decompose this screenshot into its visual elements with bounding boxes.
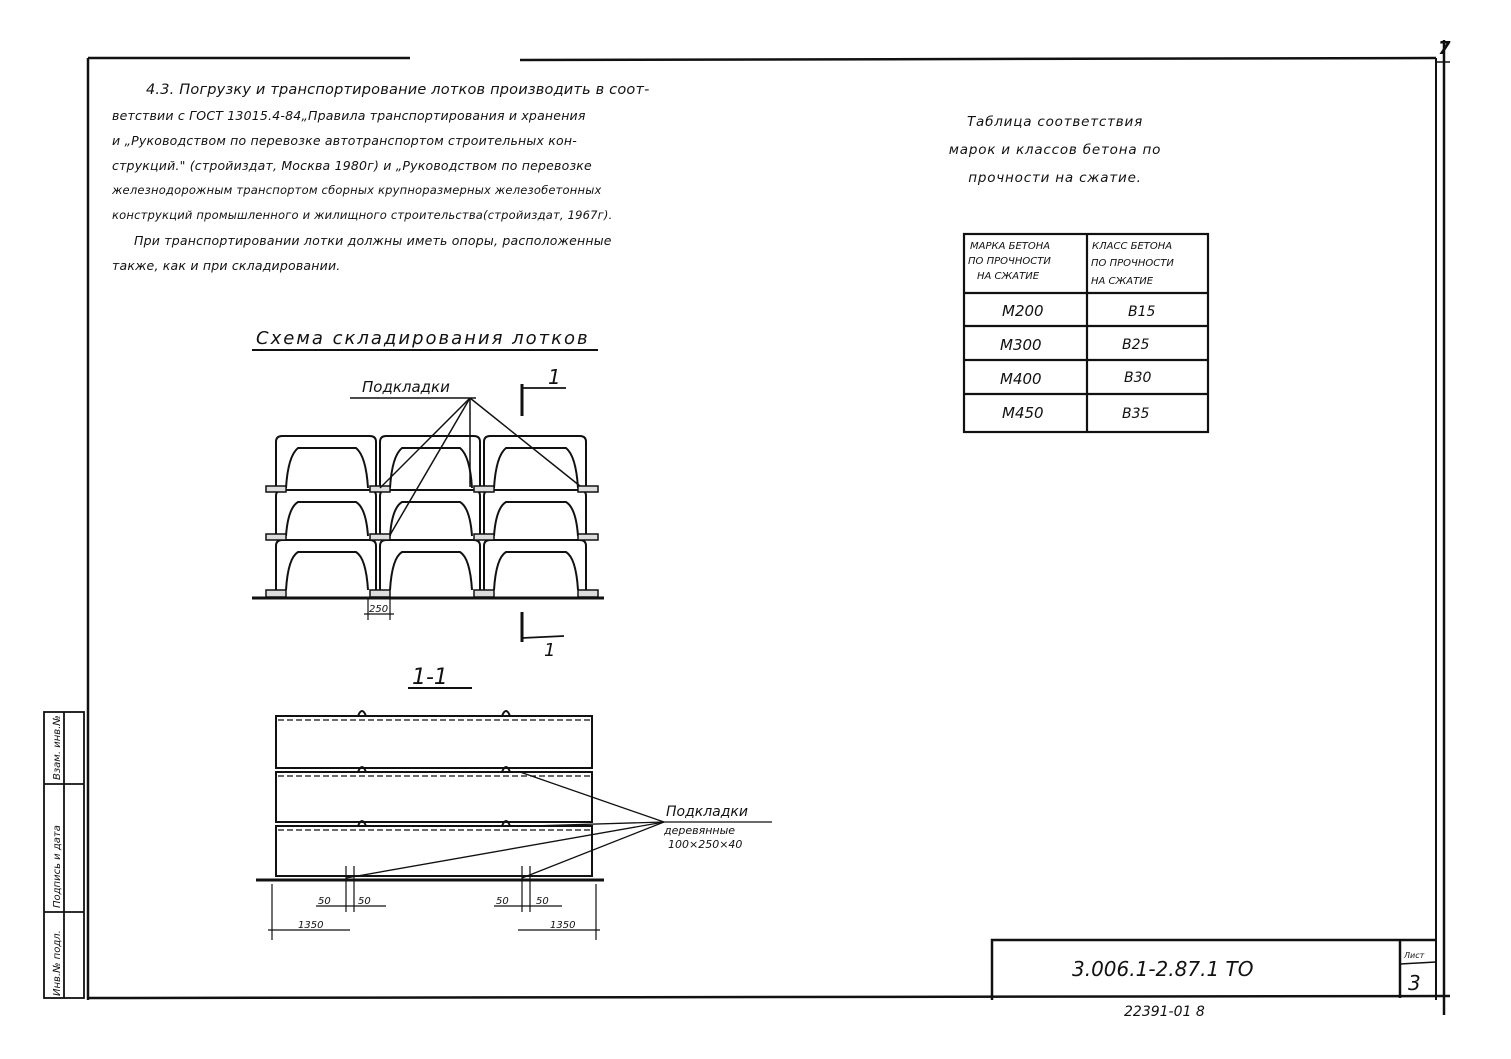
stamp-replaced-inv: Взам. инв.№ (52, 715, 63, 780)
side-stamp (44, 712, 84, 998)
tray-stack (276, 436, 586, 590)
th-class-2: ПО ПРОЧНОСТИ (1091, 258, 1174, 269)
row-3-grade: М400 (1000, 370, 1042, 388)
table-title-line-3: прочности на сжатие. (968, 170, 1142, 186)
para-line-3: и „Руководством по перевозке автотранспортом строительных кон- (112, 133, 577, 148)
row-2-class: В25 (1122, 337, 1150, 353)
pads-label: Подкладки (362, 378, 450, 396)
row-2-grade: М300 (1000, 336, 1042, 354)
stamp-signature-date: Подпись и дата (52, 825, 63, 908)
para-line-8: также, как и при складировании. (112, 258, 341, 273)
section-mark-bottom-label: 1 (544, 640, 556, 661)
th-grade-2: ПО ПРОЧНОСТИ (968, 256, 1051, 267)
pads-note-1: деревянные (664, 824, 736, 837)
para-line-4: струкций." (стройиздат, Москва 1980г) и „Руководством по перевозке (112, 158, 592, 173)
dim-1350-a: 1350 (298, 920, 324, 931)
para-line-7: При транспортировании лотки должны иметь опоры, расположенные (134, 233, 612, 248)
th-grade-3: НА СЖАТИЕ (977, 271, 1040, 282)
footer-code: 22391-01 8 (1124, 1004, 1205, 1020)
pads-leaders (350, 398, 580, 535)
row-4-class: В35 (1122, 406, 1150, 422)
para-line-2: ветствии с ГОСТ 13015.4-84„Правила транспортирования и хранения (112, 108, 586, 123)
row-4-grade: М450 (1002, 404, 1044, 422)
section-mark-bottom (522, 612, 564, 642)
dim-50-b: 50 (358, 896, 371, 907)
scheme-title: Схема складирования лотков (256, 328, 590, 349)
paragraph-4-3 (112, 78, 792, 278)
doc-code: 3.006.1-2.87.1 ТО (1072, 957, 1254, 981)
table-title-line-2: марок и классов бетона по (948, 142, 1162, 158)
pads-label-2: Подкладки (666, 804, 748, 820)
th-class-1: КЛАСС БЕТОНА (1092, 241, 1173, 252)
table-title-line-1: Таблица соответствия (966, 114, 1144, 130)
sheet-number: 3 (1408, 971, 1421, 995)
section-mark-top-label: 1 (548, 365, 561, 389)
dim-50-d: 50 (536, 896, 549, 907)
dim-50-a: 50 (318, 896, 331, 907)
page-number: 7 (1438, 38, 1451, 59)
dim-1350-b: 1350 (550, 920, 576, 931)
dim-250-label: 250 (369, 604, 389, 615)
table-title (880, 108, 1230, 192)
stamp-inv-no: Инв.№ подл. (52, 930, 63, 996)
para-line-1: 4.3. Погрузку и транспортирование лотков производить в соот- (146, 82, 650, 98)
row-1-grade: М200 (1002, 302, 1044, 320)
scheme-text (256, 328, 748, 931)
th-class-3: НА СЖАТИЕ (1091, 276, 1154, 287)
side-stamp-text (52, 715, 63, 996)
row-1-class: В15 (1128, 304, 1156, 320)
sheet-label: Лист (1404, 951, 1425, 960)
th-grade-1: МАРКА БЕТОНА (970, 241, 1051, 252)
dim-50-c: 50 (496, 896, 509, 907)
pads-note-2: 100×250×40 (668, 838, 743, 851)
section-1-1-title: 1-1 (412, 665, 448, 690)
para-line-6: конструкций промышленного и жилищного строительства(стройиздат, 1967г). (112, 208, 613, 222)
para-line-5: железнодорожным транспортом сборных крупноразмерных железобетонных (112, 183, 602, 197)
row-3-class: В30 (1124, 370, 1152, 386)
